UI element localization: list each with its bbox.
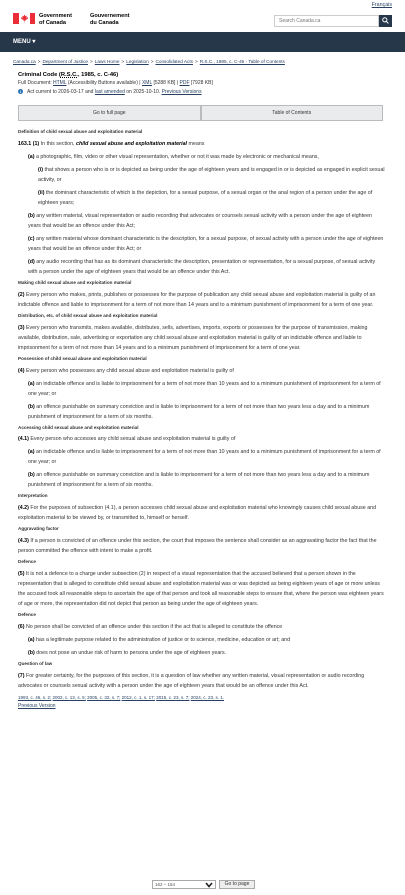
provision-paragraph	[18, 366, 385, 376]
marginal-note: Accessing child sexual abuse and exploitation material	[18, 424, 139, 430]
provision-label: (5)	[18, 571, 25, 578]
provision-paragraph	[18, 379, 385, 399]
provision-text: the dominant characteristic of which is the depiction, for a sexual purpose, of a sexual organ or the anal region of a person under the age of eighteen years;	[38, 189, 373, 206]
provision-text: It is not a defence to a charge under subsection (2) in respect of a visual representation that the accused believed that a person shown in the representation that is alleged to constitute child sexual abuse and exploitation material was or was depicted as being eighteen years of age or more unless the accused took all reasonable steps to ascertain the age of that person and took all reasonable steps to ensure that, where the person was eighteen years of age or more, the representation did not depict that person as being under the age of eighteen years.	[18, 571, 384, 608]
provision-text: Every person who makes, prints, publishes or possesses for the purpose of publication any child sexual abuse and exploitation material is guilty of an indictable offence and liable to imprisonment for a term of not more than 14 years and to a minimum punishment of imprisonment for a term of one year.	[18, 291, 376, 308]
provision-label: (4.1)	[18, 436, 29, 443]
history-link[interactable]: 2012, c. 1, s. 17;	[121, 694, 155, 700]
gov-fr-line1: Gouvernement	[90, 13, 130, 19]
provision-paragraph	[18, 152, 385, 162]
page-select[interactable]	[152, 880, 216, 889]
provision-paragraph	[18, 536, 385, 556]
history-link[interactable]: 2015, c. 23, s. 7;	[156, 694, 190, 700]
page-navigator	[152, 880, 257, 890]
pdf-link[interactable]: PDF	[179, 80, 190, 86]
previous-versions-link[interactable]: Previous Versions	[161, 89, 202, 95]
navigation-buttons	[18, 105, 383, 121]
search-icon	[382, 17, 389, 24]
breadcrumb-link[interactable]: Legislation	[126, 59, 149, 64]
defined-term: child sexual abuse and exploitation material	[76, 140, 187, 147]
provision-label: (7)	[18, 672, 25, 679]
provision-paragraph	[18, 188, 385, 208]
breadcrumb-link[interactable]: Laws Home	[94, 59, 120, 64]
breadcrumb-link[interactable]: R.S.C., 1985, c. C-46 - Table of Contents	[199, 59, 285, 64]
marginal-note: Aggravating factor	[18, 526, 59, 532]
page-select-value: 162 – 164	[155, 882, 176, 887]
provision-paragraph	[18, 671, 385, 691]
last-amended-link[interactable]: last amended	[94, 89, 125, 95]
canada-flag-icon	[13, 13, 35, 24]
previous-version-link[interactable]: Previous Version	[18, 702, 56, 709]
gov-en-line1: Government	[39, 13, 72, 19]
provision-text: an offence punishable on summary conviction and is liable to imprisonment for a term of not more than two years less a day and to a minimum punishment of imprisonment for a term of six months.	[28, 403, 370, 420]
provision-label: (a)	[28, 637, 35, 644]
breadcrumb-separator-icon: >	[194, 59, 198, 64]
search-input[interactable]: Search Canada.ca	[274, 15, 379, 27]
breadcrumb-link[interactable]: Consolidated Acts	[155, 59, 193, 64]
provision-paragraph	[18, 434, 385, 444]
provision-label: (a)	[28, 153, 35, 160]
pdf-size: [7928 KB]	[189, 80, 213, 86]
chevron-down-icon: ▾	[32, 39, 36, 45]
currency-notice	[18, 89, 202, 97]
provision-label: (a)	[28, 380, 35, 387]
provision-label: (6)	[18, 624, 25, 631]
html-link[interactable]: HTML	[53, 80, 67, 86]
provision-text: For the purposes of subsection (4.1), a person accesses child sexual abuse and exploitation material who knowingly causes child sexual abuse and exploitation material to be viewed by, or transmitted to, himself or herself.	[18, 505, 377, 522]
language-toggle-link[interactable]: Français	[371, 2, 392, 8]
marginal-note: Possession of child sexual abuse and exploitation material	[18, 355, 147, 361]
provision-paragraph	[18, 622, 385, 632]
provision-paragraph	[18, 635, 385, 645]
menu-button[interactable]	[13, 38, 35, 47]
provision-label: (b)	[28, 650, 35, 657]
history-link[interactable]: 2002, c. 13, s. 5;	[52, 694, 86, 700]
title-prefix: Criminal Code (	[18, 72, 61, 78]
provision-label: (a)	[28, 449, 35, 456]
breadcrumb-link[interactable]: Department of Justice	[42, 59, 89, 64]
full-doc-label: Full Document:	[18, 80, 54, 86]
provision-text: does not pose an undue risk of harm to persons under the age of eighteen years.	[34, 650, 227, 657]
xml-size: [5288 KB] |	[152, 80, 180, 86]
provision-text: an offence punishable on summary conviction and is liable to imprisonment for a term of not more than two years less a day and to a minimum punishment of imprisonment for a term of six months.	[28, 472, 370, 489]
marginal-note: Question of law	[18, 661, 53, 667]
provision-paragraph	[18, 139, 385, 149]
menu-label: MENU	[13, 39, 31, 45]
provision-label: 163.1 (1)	[18, 140, 40, 147]
provision-text: In this section, child sexual abuse and exploitation material means	[39, 140, 205, 147]
chevron-down-icon	[205, 882, 213, 888]
breadcrumb-separator-icon: >	[150, 59, 154, 64]
breadcrumb-separator-icon: >	[121, 59, 125, 64]
provision-paragraph	[18, 648, 385, 658]
provision-label: (4.2)	[18, 505, 29, 512]
provision-label: (d)	[28, 258, 35, 265]
history-link[interactable]: 2005, c. 32, s. 7;	[87, 694, 121, 700]
provision-label: (i)	[38, 166, 43, 173]
table-of-contents-button[interactable]: Table of Contents	[201, 105, 384, 121]
provision-paragraph	[18, 234, 385, 254]
gov-fr-wordmark[interactable]	[90, 13, 129, 26]
provision-paragraph	[18, 290, 385, 310]
provision-text: has a legitimate purpose related to the administration of justice or to science, medicine, education or art; and	[34, 637, 291, 644]
provision-label: (b)	[28, 212, 35, 219]
title-suffix: , 1985, c. C-46)	[77, 72, 119, 78]
provision-paragraph	[18, 447, 385, 467]
provision-label: (4.3)	[18, 538, 29, 545]
provision-text: For greater certainty, for the purposes of this section, it is a question of law whether any written material, visual representation or audio recording advocates or counsels sexual activity with a person under the age of eighteen years that would be an offence under this Act.	[18, 672, 365, 689]
provision-text: Every person who transmits, makes available, distributes, sells, advertises, imports, exports or possesses for the purpose of transmission, making available, distribution, sale, advertising or exportation any child sexual abuse and exploitation material is guilty of an indictable offence and liable to imprisonment for a term of not more than 14 years and to a minimum punishment of imprisonment for a term of one year.	[18, 324, 368, 351]
current-text: Act current to 2026-03-17 and	[27, 89, 95, 95]
provision-paragraph	[18, 165, 385, 185]
provision-text: any written material whose dominant characteristic is the description, for a sexual purpose, of sexual activity with a person under the age of eighteen years that would be an offence under this Act; or	[28, 235, 384, 252]
marginal-note: Interpretation	[18, 493, 48, 499]
amendment-history	[18, 694, 385, 702]
provision-text: that shows a person who is or is depicted as being under the age of eighteen years and is engaged in or is depicted as engaged in explicit sexual activity, or	[38, 166, 385, 183]
provision-text: Every person who accesses any child sexual abuse and exploitation material is guilty of	[28, 436, 236, 443]
marginal-note: Defence	[18, 612, 36, 618]
provision-paragraph	[18, 470, 385, 490]
provision-paragraph	[18, 569, 385, 609]
provision-paragraph	[18, 211, 385, 231]
provision-paragraph	[18, 402, 385, 422]
marginal-note: Distribution, etc. of child sexual abuse and exploitation material	[18, 312, 158, 318]
breadcrumb-link[interactable]: Canada.ca	[13, 59, 36, 64]
provision-text: any written material, visual representation or audio recording that advocates or counsels sexual activity with a person under the age of eighteen years that would be an offence under this Act;	[28, 212, 372, 229]
provision-text: an indictable offence and is liable to imprisonment for a term of not more than 10 years and to a minimum punishment of imprisonment for a term of one year; or	[28, 380, 381, 397]
provision-label: (4)	[18, 367, 25, 374]
marginal-note: Defence	[18, 559, 36, 565]
site-header	[0, 0, 405, 32]
search-button[interactable]	[379, 15, 392, 27]
provision-label: (c)	[28, 235, 35, 242]
menu-bar	[0, 32, 405, 52]
history-link[interactable]: 1993, c. 46, s. 2;	[18, 694, 52, 700]
marginal-note: Definition of child sexual abuse and exploitation material	[18, 129, 143, 134]
provision-text: any audio recording that has as its dominant characteristic the description, presentation or representation, for a sexual purpose, of sexual activity with a person under the age of eighteen years that would be an offence under this Act.	[28, 258, 376, 275]
breadcrumb	[13, 58, 285, 65]
provision-text: No person shall be convicted of an offence under this section if the act that is alleged to constitute the offence	[24, 624, 283, 631]
marginal-note: Making child sexual abuse and exploitation material	[18, 279, 132, 285]
full-document-links	[18, 80, 213, 88]
provision-paragraph	[18, 503, 385, 523]
provision-label: (ii)	[38, 189, 45, 196]
html-note: (Accessibility Buttons available) |	[66, 80, 142, 86]
provision-text: Every person who possesses any child sexual abuse and exploitation material is guilty of	[24, 367, 234, 374]
info-icon: i	[19, 89, 22, 94]
section-content	[18, 126, 385, 710]
gov-en-wordmark[interactable]	[39, 13, 72, 26]
page-title	[18, 71, 118, 80]
provision-label: (3)	[18, 324, 25, 331]
gov-fr-line2: du Canada	[90, 19, 119, 26]
title-abbr: R.S.C.	[60, 72, 78, 78]
provision-label: (b)	[28, 472, 35, 479]
provision-text: If a person is convicted of an offence under this section, the court that imposes the sentence shall consider as an aggravating factor the fact that the person committed the offence with intent to make a profit.	[18, 538, 377, 555]
provision-paragraph	[18, 323, 385, 353]
provision-label: (b)	[28, 403, 35, 410]
xml-link[interactable]: XML	[141, 80, 153, 86]
history-link[interactable]: 2024, c. 23, s. 1.	[190, 694, 225, 700]
go-to-full-page-button[interactable]: Go to full page	[18, 105, 201, 121]
breadcrumb-separator-icon: >	[90, 59, 93, 64]
provision-paragraph	[18, 257, 385, 277]
gov-en-line2: of Canada	[39, 19, 67, 26]
amended-date: on 2025-10-10.	[124, 89, 162, 95]
provision-text: an indictable offence and is liable to imprisonment for a term of not more than 10 years and to a minimum punishment of imprisonment for a term of one year; or	[28, 449, 381, 466]
go-to-page-button[interactable]: Go to page	[219, 880, 255, 889]
provision-text: a photographic, film, video or other visual representation, whether or not it was made by electronic or mechanical means,	[34, 153, 319, 160]
provision-label: (2)	[18, 291, 25, 298]
breadcrumb-separator-icon: >	[37, 59, 41, 64]
